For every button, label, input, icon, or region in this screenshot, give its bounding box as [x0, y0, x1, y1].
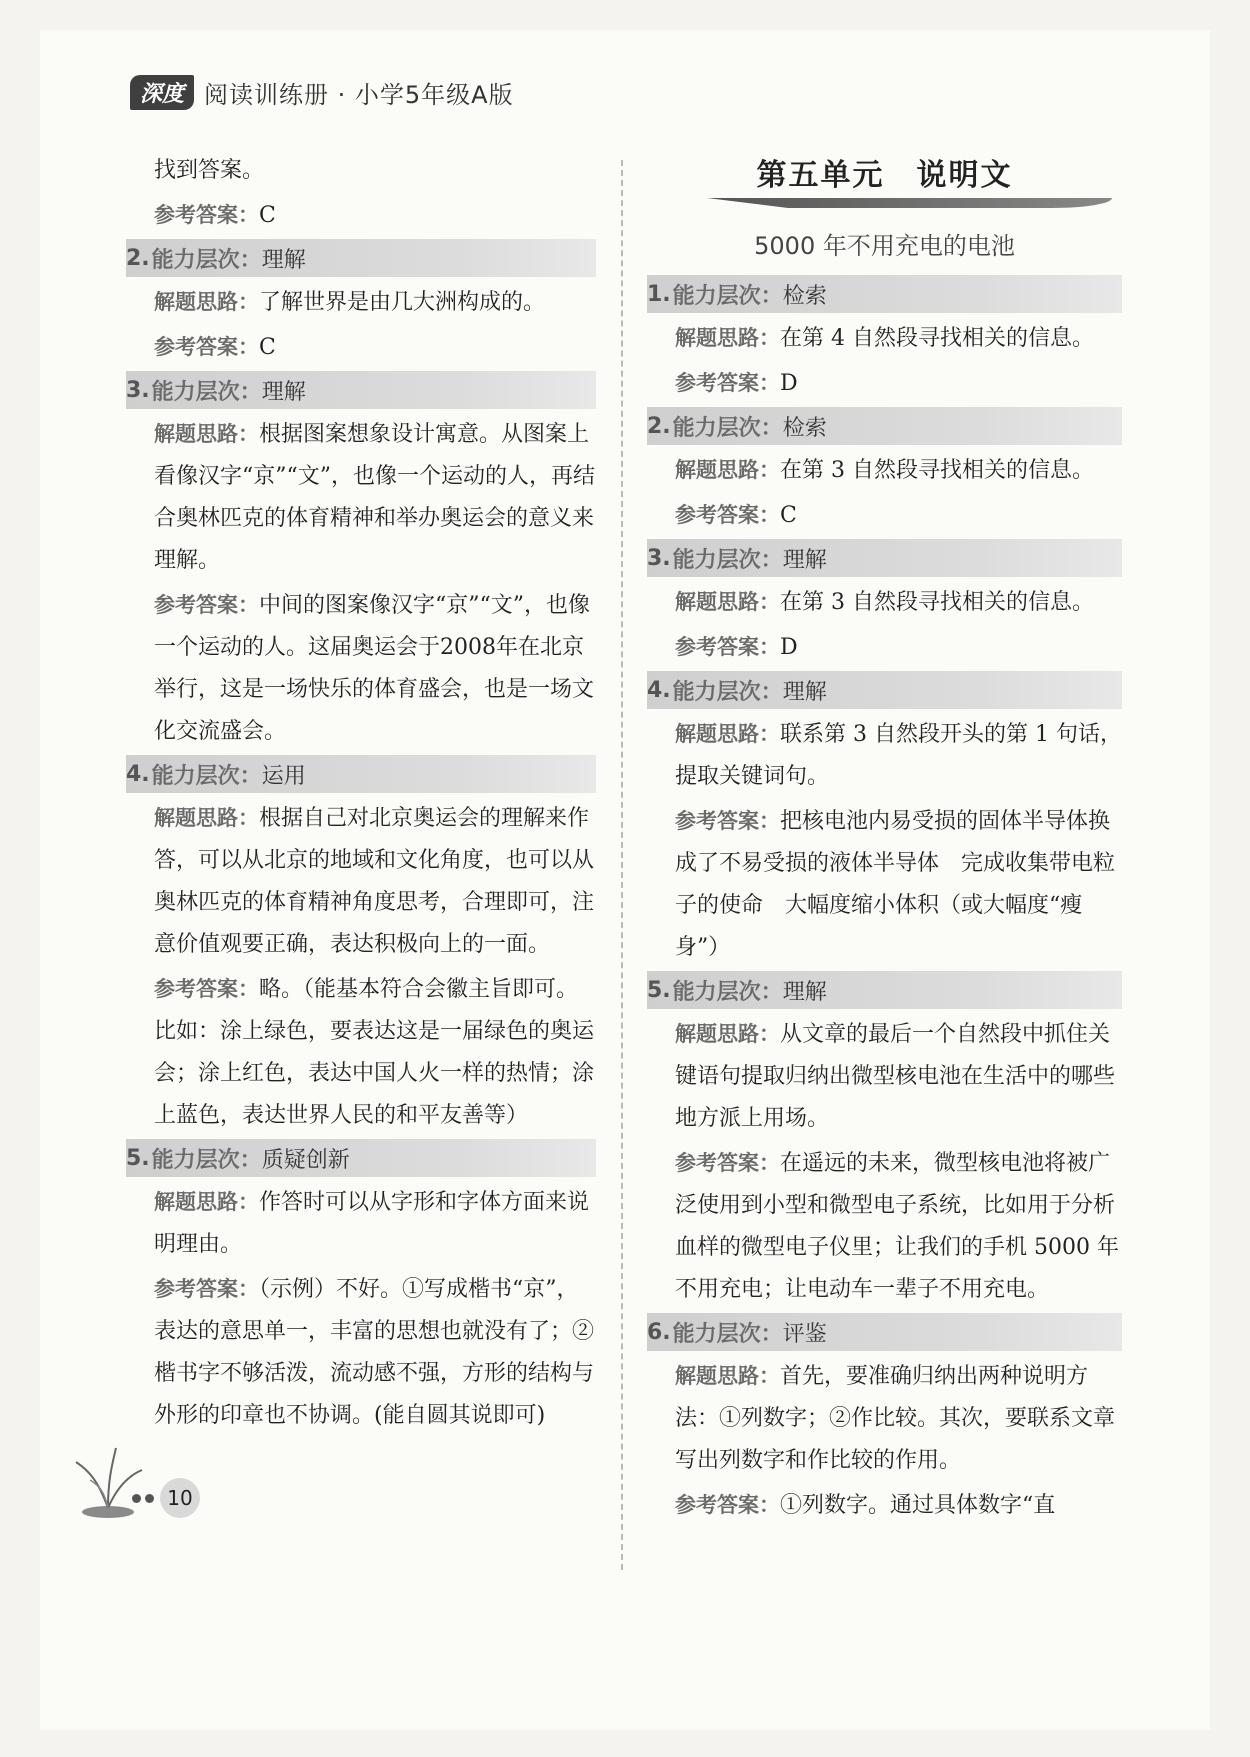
thinking: 解题思路：在第 3 自然段寻找相关的信息。: [675, 458, 1094, 483]
unit-underline: [707, 198, 1112, 208]
header: [130, 72, 514, 112]
thinking: 解题思路：根据图案想象设计寓意。从图案上看像汉字“京”“文”，也像一个运动的人，再结合奥林匹克的体育精神和举办奥运会的意义来理解。: [154, 422, 595, 573]
question-header: 5. 能力层次： 质疑创新: [126, 1139, 596, 1177]
question-header: 2. 能力层次： 检索: [647, 407, 1122, 445]
answer: 参考答案：D: [675, 635, 798, 660]
right-column: [647, 150, 1122, 1529]
dots-decoration: [132, 1488, 158, 1507]
question-header: 3. 能力层次： 理解: [647, 539, 1122, 577]
thinking: 解题思路：根据自己对北京奥运会的理解来作答，可以从北京的地域和文化角度，也可以从奥林匹克的体育精神角度思考，合理即可，注意价值观要正确，表达积极向上的一面。: [154, 806, 595, 957]
question-header: 6. 能力层次： 评鉴: [647, 1313, 1122, 1351]
intro-text: 找到答案。: [154, 158, 265, 183]
book-title: 阅读训练册 · 小学5年级A版: [204, 80, 514, 109]
thinking: 解题思路：在第 3 自然段寻找相关的信息。: [675, 590, 1094, 615]
answer: 参考答案：C: [675, 503, 797, 528]
question-header: 3. 能力层次： 理解: [126, 371, 596, 409]
answer: 参考答案：（示例）不好。①写成楷书“京”，表达的意思单一，丰富的思想也就没有了；②楷书字不够活泼，流动感不强，方形的结构与外形的印章也不协调。(能自圆其说即可): [154, 1277, 595, 1428]
thinking: 解题思路：了解世界是由几大洲构成的。: [154, 290, 546, 315]
question-header: 2. 能力层次： 理解: [126, 239, 596, 277]
series-logo: 深度: [130, 75, 194, 110]
thinking: 解题思路：在第 4 自然段寻找相关的信息。: [675, 326, 1094, 351]
answer: 参考答案：①列数字。通过具体数字“直: [675, 1493, 1056, 1518]
column-divider: [621, 160, 623, 1570]
thinking: 解题思路：联系第 3 自然段开头的第 1 句话，提取关键词句。: [675, 722, 1122, 789]
answer: 参考答案：中间的图案像汉字“京”“文”，也像一个运动的人。这届奥运会于2008年在北京举行，这是一场快乐的体育盛会，也是一场文化交流盛会。: [154, 593, 595, 744]
article-title: 5000 年不用充电的电池: [754, 232, 1015, 260]
thinking: 解题思路：从文章的最后一个自然段中抓住关键语句提取归纳出微型核电池在生活中的哪些地方派上用场。: [675, 1022, 1116, 1131]
answer: 参考答案：D: [675, 371, 798, 396]
answer: 参考答案：把核电池内易受损的固体半导体换成了不易受损的液体半导体 完成收集带电粒子的使命 大幅度缩小体积（或大幅度“瘦身”）: [675, 809, 1116, 960]
question-header: 1. 能力层次： 检索: [647, 275, 1122, 313]
intro-answer: 参考答案：C: [154, 203, 276, 228]
answer: 参考答案：C: [154, 335, 276, 360]
answer: 参考答案：在遥远的未来，微型核电池将被广泛使用到小型和微型电子系统，比如用于分析血样的微型电子仪里；让我们的手机 5000 年不用充电；让电动车一辈子不用充电。: [675, 1151, 1119, 1302]
answer: 参考答案：略。（能基本符合会徽主旨即可。比如：涂上绿色，要表达这是一届绿色的奥运会；涂上红色，表达中国人火一样的热情；涂上蓝色，表达世界人民的和平友善等）: [154, 977, 595, 1128]
thinking: 解题思路：作答时可以从字形和字体方面来说明理由。: [154, 1190, 590, 1257]
unit-heading: [647, 150, 1122, 208]
unit-title: 第五单元 说明文: [756, 158, 1013, 193]
question-header: 4. 能力层次： 运用: [126, 755, 596, 793]
page-number: 10: [160, 1478, 200, 1518]
left-column: [126, 150, 596, 1439]
thinking: 解题思路：首先，要准确归纳出两种说明方法：①列数字；②作比较。其次，要联系文章写出列数字和作比较的作用。: [675, 1364, 1116, 1473]
question-header: 4. 能力层次： 理解: [647, 671, 1122, 709]
question-header: 5. 能力层次： 理解: [647, 971, 1122, 1009]
